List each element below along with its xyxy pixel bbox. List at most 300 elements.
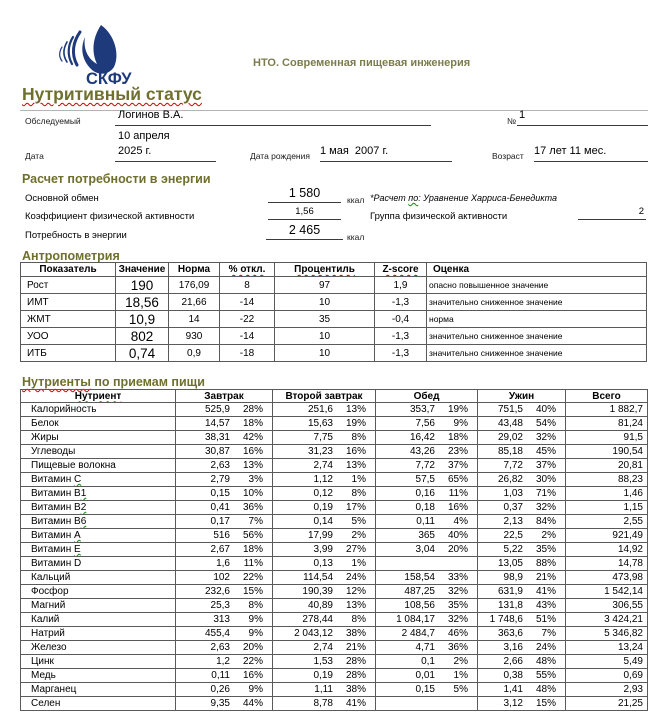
meal-percent: 21% [345, 642, 366, 653]
value-cell: 190 [116, 277, 169, 294]
meal-percent: 54% [535, 418, 556, 429]
meal-percent: 45% [535, 446, 556, 457]
meal-amount: 0,37 [503, 502, 523, 513]
nutrient-name-cell: Витамин C [21, 473, 176, 487]
nutrients-heading-rest: по приемам пищи [90, 375, 205, 389]
meal-percent: 20% [447, 544, 468, 555]
meal-amount: 1,03 [503, 488, 523, 499]
column-header: Второй завтрак [273, 390, 376, 403]
university-logo [28, 6, 132, 88]
meal-percent: 46% [447, 628, 468, 639]
meal-cell-content [376, 683, 477, 696]
kcal-unit: ккал [347, 195, 365, 205]
meal-percent: 27% [345, 544, 366, 555]
meal-cell-content [273, 543, 375, 556]
number-label: № [507, 116, 517, 126]
table-row [21, 543, 648, 557]
kcal-unit: ккал [347, 232, 365, 242]
meal-amount: 102 [213, 572, 230, 583]
note-marked-word: по [408, 193, 419, 203]
basal-metabolism-value: 1 580 [268, 186, 341, 203]
meal-cell [376, 627, 478, 641]
meal-cell [273, 613, 376, 627]
meal-cell [176, 613, 273, 627]
nutrient-name-cell: Калорийность [21, 403, 176, 417]
meal-amount: 0,15 [415, 684, 435, 695]
total-cell: 1 542,14 [566, 585, 648, 599]
nutrient-name-cell: Калий [21, 613, 176, 627]
meal-cell [478, 529, 566, 543]
meal-cell [176, 543, 273, 557]
meal-cell [376, 655, 478, 669]
meal-cell [376, 613, 478, 627]
meal-cell-content [176, 697, 272, 710]
meal-amount: 17,99 [307, 530, 333, 541]
meal-amount: 7,72 [415, 460, 435, 471]
meal-cell-content [376, 417, 477, 430]
meal-cell [376, 669, 478, 683]
meal-cell-content [176, 403, 272, 416]
meal-cell [176, 683, 273, 697]
meal-cell [273, 459, 376, 473]
meal-amount: 38,31 [204, 432, 230, 443]
meal-cell-content [376, 571, 477, 584]
anthropometry-table [20, 262, 647, 362]
examined-field: Логинов В.А. [115, 109, 431, 126]
nutrient-name-cell: Углеводы [21, 445, 176, 459]
meal-amount: 0,41 [210, 502, 230, 513]
examined-label: Обследуемый [25, 116, 81, 126]
meal-amount: 14,57 [204, 418, 230, 429]
meal-cell-content [478, 445, 565, 458]
meal-percent: 9% [248, 614, 263, 625]
meal-cell-content [273, 529, 375, 542]
meal-cell [478, 487, 566, 501]
meal-cell-content [273, 697, 375, 710]
table-row [21, 487, 648, 501]
total-cell: 1,46 [566, 487, 648, 501]
meal-amount: 29,02 [497, 432, 523, 443]
nutri-body [21, 403, 648, 711]
meal-cell-content [478, 431, 565, 444]
meal-cell [376, 459, 478, 473]
value-cell: -18 [220, 345, 275, 362]
value-cell: 1,9 [375, 277, 427, 294]
meal-amount: 525,9 [204, 404, 230, 415]
nutrient-name-suffix: 2 [80, 502, 87, 513]
meal-percent: 2% [541, 530, 556, 541]
assessment-cell: норма [427, 311, 647, 328]
meal-amount: 1,41 [503, 684, 523, 695]
energy-need-label: Потребность в энергии [25, 230, 127, 241]
total-cell: 473,98 [566, 571, 648, 585]
meal-cell [176, 431, 273, 445]
meal-amount: 455,4 [204, 628, 230, 639]
meal-amount: 0,15 [210, 488, 230, 499]
nutrient-name-suffix: 6 [80, 516, 87, 527]
meal-amount: 232,6 [204, 586, 230, 597]
meal-percent: 71% [535, 488, 556, 499]
value-cell: -14 [220, 294, 275, 311]
column-header: Всего [566, 390, 648, 403]
meal-cell [176, 557, 273, 571]
table-row [21, 431, 648, 445]
meal-cell-content [376, 599, 477, 612]
meal-cell [273, 683, 376, 697]
meal-amount: 0,13 [313, 558, 333, 569]
meal-cell [273, 599, 376, 613]
meal-cell-content [273, 669, 375, 682]
value-cell: 8 [220, 277, 275, 294]
meal-amount: 2,79 [210, 474, 230, 485]
meal-cell [478, 683, 566, 697]
meal-cell [376, 585, 478, 599]
activity-group-label: Группа физической активности [370, 211, 508, 222]
meal-cell [478, 501, 566, 515]
column-header: Нутриент [21, 390, 176, 403]
meal-cell [176, 417, 273, 431]
meal-percent: 21% [535, 572, 556, 583]
meal-cell-content [376, 543, 477, 556]
meal-cell-content [376, 627, 477, 640]
value-cell: 802 [116, 328, 169, 345]
meal-amount: 114,54 [303, 572, 333, 583]
meal-cell-content [376, 515, 477, 528]
assessment-cell: значительно сниженное значение [427, 294, 647, 311]
meal-amount: 0,12 [313, 488, 333, 499]
value-cell: 35 [275, 311, 375, 328]
meal-percent: 3% [248, 474, 263, 485]
meal-cell-content [376, 529, 477, 542]
meal-percent: 13% [345, 600, 366, 611]
column-header: Оценка [427, 263, 647, 277]
meal-cell-content [176, 473, 272, 486]
meal-cell [176, 473, 273, 487]
meal-amount: 108,56 [404, 600, 435, 611]
meal-cell [176, 627, 273, 641]
total-cell: 13,24 [566, 641, 648, 655]
meal-cell [273, 431, 376, 445]
meal-percent: 43% [535, 600, 556, 611]
meal-amount: 2,66 [503, 656, 523, 667]
note-pre: *Расчет [370, 193, 409, 203]
meal-cell-content [376, 641, 477, 654]
meal-cell-content [376, 431, 477, 444]
table-row [21, 459, 648, 473]
meal-cell-content [176, 417, 272, 430]
total-cell: 1 882,7 [566, 403, 648, 417]
meal-cell [273, 627, 376, 641]
meal-cell [478, 557, 566, 571]
meal-cell [376, 473, 478, 487]
anthro-head [21, 263, 647, 277]
value-cell: 0,9 [169, 345, 220, 362]
column-header: Значение [116, 263, 169, 277]
meal-cell [176, 403, 273, 417]
meal-percent: 18% [242, 418, 263, 429]
meal-cell-content [176, 529, 272, 542]
date-label: Дата [25, 151, 44, 161]
meal-percent: 8% [351, 432, 366, 443]
total-cell: 91,5 [566, 431, 648, 445]
meal-cell-content [376, 585, 477, 598]
meal-cell-content [176, 445, 272, 458]
meal-amount: 31,23 [307, 446, 333, 457]
meal-cell [478, 403, 566, 417]
meal-cell [176, 501, 273, 515]
meal-cell-content [176, 501, 272, 514]
meal-amount: 0,16 [415, 488, 435, 499]
meal-percent: 2% [453, 656, 468, 667]
meal-amount: 313 [213, 614, 230, 625]
table-row [21, 585, 648, 599]
meal-cell [376, 697, 478, 711]
meal-cell-content [478, 515, 565, 528]
total-cell: 14,78 [566, 557, 648, 571]
nutrient-name-suffix: C [74, 474, 82, 485]
meal-cell-content [376, 403, 477, 416]
total-cell: 306,55 [566, 599, 648, 613]
meal-amount: 43,48 [497, 418, 523, 429]
meal-cell [273, 641, 376, 655]
table-row [21, 501, 648, 515]
meal-cell [376, 501, 478, 515]
total-cell: 21,25 [566, 697, 648, 711]
meal-cell [376, 557, 478, 571]
meal-amount: 487,25 [404, 586, 435, 597]
meal-amount: 3,12 [503, 698, 523, 709]
meal-cell-content [176, 557, 272, 570]
meal-percent: 35% [535, 544, 556, 555]
meal-cell-content [478, 613, 565, 626]
activity-coefficient-label: Коэффициент физической активности [25, 211, 195, 222]
meal-cell-content [478, 473, 565, 486]
meal-percent: 48% [535, 656, 556, 667]
meal-cell [273, 669, 376, 683]
meal-percent: 1% [351, 558, 366, 569]
meal-cell [176, 487, 273, 501]
meal-cell [273, 473, 376, 487]
meal-amount: 2,67 [210, 544, 230, 555]
meal-amount: 1 748,6 [489, 614, 523, 625]
meal-cell [376, 417, 478, 431]
meal-cell-content [176, 543, 272, 556]
table-row [21, 697, 648, 711]
nutrient-name-cell: Витамин B1 [21, 487, 176, 501]
meal-cell [273, 697, 376, 711]
total-cell: 2,55 [566, 515, 648, 529]
meal-percent: 7% [248, 516, 263, 527]
swan-logo-icon [46, 24, 138, 88]
meal-amount: 15,63 [307, 418, 333, 429]
value-cell: 18,56 [116, 294, 169, 311]
meal-amount: 1,6 [216, 558, 230, 569]
meal-percent: 40% [535, 404, 556, 415]
meal-cell [376, 403, 478, 417]
meal-amount: 1 084,17 [396, 614, 435, 625]
meal-cell [176, 571, 273, 585]
number-field: 1 [517, 109, 648, 126]
meal-amount: 751,5 [497, 404, 523, 415]
total-cell: 921,49 [566, 529, 648, 543]
meal-cell [376, 529, 478, 543]
meal-amount: 22,5 [503, 530, 523, 541]
meal-percent: 88% [535, 558, 556, 569]
meal-cell [176, 697, 273, 711]
meal-cell-content [478, 571, 565, 584]
meal-cell-content [478, 501, 565, 514]
table-row [21, 641, 648, 655]
meal-percent: 19% [345, 418, 366, 429]
meal-cell-content [376, 613, 477, 626]
table-row [21, 599, 648, 613]
meal-cell-content [273, 417, 375, 430]
assessment-cell: значительно сниженное значение [427, 328, 647, 345]
meal-amount: 365 [418, 530, 435, 541]
nutrient-name-cell: Жиры [21, 431, 176, 445]
total-cell: 5,49 [566, 655, 648, 669]
meal-percent: 1% [351, 474, 366, 485]
meal-percent: 8% [248, 600, 263, 611]
meal-amount: 1,12 [313, 474, 333, 485]
meal-percent: 13% [345, 460, 366, 471]
meal-percent: 40% [447, 530, 468, 541]
meal-amount: 4,71 [415, 642, 435, 653]
table-header-row [21, 390, 648, 403]
meal-cell [273, 501, 376, 515]
meal-cell [273, 543, 376, 557]
meal-cell-content [273, 487, 375, 500]
meal-amount: 158,54 [404, 572, 435, 583]
meal-cell [176, 445, 273, 459]
meal-percent: 55% [535, 670, 556, 681]
meal-percent: 36% [447, 642, 468, 653]
meal-cell-content [376, 459, 477, 472]
meal-amount: 0,01 [415, 670, 435, 681]
meal-amount: 2,63 [210, 460, 230, 471]
column-header: Завтрак [176, 390, 273, 403]
meal-cell-content [376, 487, 477, 500]
meal-percent: 8% [351, 614, 366, 625]
total-cell: 14,92 [566, 543, 648, 557]
meal-cell [376, 571, 478, 585]
meal-cell [478, 697, 566, 711]
nutrient-name-cell: Кальций [21, 571, 176, 585]
meal-cell-content [478, 641, 565, 654]
meal-cell-content [273, 585, 375, 598]
meal-cell [376, 445, 478, 459]
meal-cell-content [478, 599, 565, 612]
table-row [21, 669, 648, 683]
meal-cell [273, 655, 376, 669]
meal-amount: 0,19 [313, 670, 333, 681]
meal-percent: 32% [535, 502, 556, 513]
meal-cell [478, 655, 566, 669]
nutrient-name-cell: Фосфор [21, 585, 176, 599]
meal-percent: 32% [447, 586, 468, 597]
meal-cell-content [376, 473, 477, 486]
meal-percent: 18% [447, 432, 468, 443]
total-cell: 5 346,82 [566, 627, 648, 641]
meal-cell [376, 599, 478, 613]
nutrient-name-cell: Медь [21, 669, 176, 683]
meal-cell [176, 669, 273, 683]
meal-cell-content [176, 487, 272, 500]
meal-cell-content [176, 599, 272, 612]
meal-cell-content [176, 431, 272, 444]
meal-cell-content [478, 557, 565, 570]
meal-cell [273, 403, 376, 417]
meal-percent: 41% [535, 586, 556, 597]
meal-percent: 56% [242, 530, 263, 541]
meal-cell-content [376, 655, 477, 668]
table-header-row [21, 263, 647, 277]
meal-amount: 57,5 [415, 474, 435, 485]
meal-amount: 0,38 [503, 670, 523, 681]
table-row [21, 683, 648, 697]
column-header: Норма [169, 263, 220, 277]
meal-amount: 13,05 [497, 558, 523, 569]
meal-cell [478, 515, 566, 529]
meal-amount: 0,26 [210, 684, 230, 695]
birthdate-label: Дата рождения [250, 151, 310, 161]
table-row [21, 417, 648, 431]
value-cell: 97 [275, 277, 375, 294]
nutrient-name-cell: Натрий [21, 627, 176, 641]
organization-title: НТО. Современная пищевая инженерия [253, 57, 471, 69]
energy-need-value: 2 465 [266, 223, 343, 240]
meal-amount: 2,13 [503, 516, 523, 527]
meal-percent: 22% [242, 656, 263, 667]
meal-cell [376, 641, 478, 655]
meal-cell-content [273, 571, 375, 584]
meal-amount: 278,44 [302, 614, 333, 625]
meal-percent: 19% [447, 404, 468, 415]
meal-cell-content [273, 613, 375, 626]
meal-percent: 38% [345, 628, 366, 639]
meal-cell [478, 473, 566, 487]
meal-percent: 11% [448, 488, 468, 499]
meal-cell-content [478, 697, 565, 710]
meal-amount: 0,18 [415, 502, 435, 513]
value-cell: -14 [220, 328, 275, 345]
meal-amount: 16,42 [409, 432, 435, 443]
meal-percent: 15% [242, 586, 263, 597]
meal-cell [176, 641, 273, 655]
meal-cell-content [478, 417, 565, 430]
meal-amount: 3,04 [415, 544, 435, 555]
table-row [21, 515, 648, 529]
meal-cell [478, 445, 566, 459]
indicator-cell: ЖМТ [21, 311, 116, 328]
meal-cell [176, 515, 273, 529]
anthro-body [21, 277, 647, 362]
meal-percent: 9% [248, 684, 263, 695]
meal-percent: 9% [453, 418, 468, 429]
meal-cell-content [273, 641, 375, 654]
meal-cell [273, 571, 376, 585]
meal-percent: 24% [535, 642, 556, 653]
meal-percent: 41% [345, 698, 366, 709]
meal-cell [273, 557, 376, 571]
nutrient-name-cell: Селен [21, 697, 176, 711]
meal-percent: 2% [351, 530, 366, 541]
meal-percent: 37% [447, 460, 468, 471]
table-row [21, 557, 648, 571]
meal-percent: 84% [535, 516, 556, 527]
meal-cell [478, 417, 566, 431]
meal-amount: 85,18 [497, 446, 523, 457]
